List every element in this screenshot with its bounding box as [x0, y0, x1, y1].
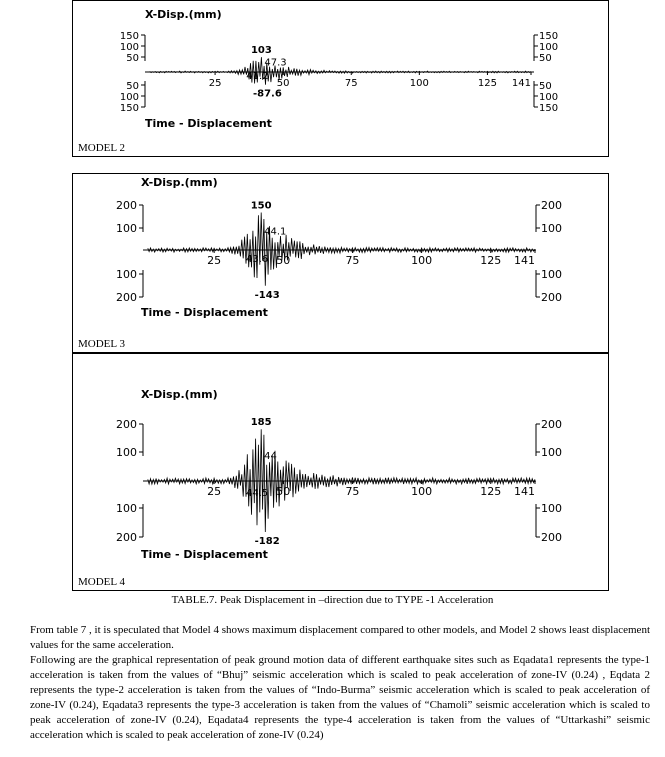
- x-tick-label: 25: [207, 254, 222, 267]
- x-tick-label: 75: [345, 254, 360, 267]
- y-tick-label: 200: [541, 199, 562, 212]
- annotation-label: 41.2: [246, 70, 269, 82]
- x-tick-label: 100: [411, 254, 433, 267]
- model-3-chart: [73, 174, 608, 352]
- model-2-panel: [72, 0, 609, 157]
- peak-negative-label: -182: [254, 535, 280, 547]
- displacement-trace: [148, 213, 535, 286]
- y-tick-label: 50: [126, 53, 139, 64]
- y-tick-label: 100: [541, 268, 562, 281]
- x-tick-label: 141: [511, 78, 531, 89]
- x-tick-label: 100: [411, 485, 433, 498]
- y-tick-label: 200: [116, 418, 137, 431]
- x-tick-label: 25: [207, 485, 222, 498]
- annotation-label: 44.5: [246, 488, 269, 500]
- y-tick-label: 150: [539, 103, 559, 114]
- displacement-trace: [150, 57, 531, 85]
- y-tick-label: 200: [116, 291, 137, 304]
- y-tick-label: 100: [116, 268, 137, 281]
- paragraph: From table 7 , it is speculated that Model 4 shows maximum displacement compared to other models, and Model 2 shows least displacement values for the same acceleration.: [30, 624, 650, 651]
- x-tick-label: 141: [514, 254, 535, 267]
- chart-title: X-Disp.(mm): [141, 176, 218, 189]
- annotation-label: 44.1: [264, 226, 287, 238]
- peak-positive-label: 150: [250, 200, 272, 212]
- y-tick-label: 200: [116, 199, 137, 212]
- y-tick-label: 200: [541, 531, 562, 544]
- x-tick-label: 75: [345, 485, 360, 498]
- y-tick-label: 50: [126, 81, 139, 92]
- x-tick-label: 141: [514, 485, 535, 498]
- annotation-label: 43.6: [246, 253, 269, 265]
- chart-title: X-Disp.(mm): [141, 388, 218, 401]
- y-tick-label: 100: [116, 502, 137, 515]
- y-tick-label: 100: [539, 92, 559, 103]
- y-tick-label: 100: [541, 222, 562, 235]
- x-tick-label: 50: [276, 485, 291, 498]
- y-tick-label: 200: [116, 531, 137, 544]
- x-axis-label: Time - Displacement: [145, 117, 272, 130]
- annotation-label: 44: [264, 451, 277, 463]
- x-tick-label: 50: [276, 254, 291, 267]
- y-tick-label: 150: [539, 31, 559, 42]
- model-label: MODEL 2: [78, 142, 125, 154]
- y-tick-label: 100: [539, 42, 559, 53]
- model-4-chart: [73, 354, 608, 590]
- y-tick-label: 150: [119, 31, 139, 42]
- x-tick-label: 125: [480, 254, 502, 267]
- chart-title: X-Disp.(mm): [145, 8, 222, 21]
- y-tick-label: 50: [539, 53, 552, 64]
- model-label: MODEL 4: [78, 576, 125, 588]
- peak-negative-label: -87.6: [252, 88, 282, 100]
- x-axis-label: Time - Displacement: [141, 548, 268, 561]
- body-text: [30, 623, 650, 743]
- x-tick-label: 100: [409, 78, 429, 89]
- y-tick-label: 50: [539, 81, 552, 92]
- peak-negative-label: -143: [254, 289, 280, 301]
- x-tick-label: 50: [276, 78, 290, 89]
- table-caption: TABLE.7. Peak Displacement in –direction due to TYPE -1 Acceleration: [171, 594, 494, 606]
- paragraph: Following are the graphical representation of peak ground motion data of different earthquake sites such as Eqadata1 represents the type-1 acceleration is taken from the values of “Bhuj” seismic acceleration which is scaled to peak acceleration of zone-IV (0.24) , Eqdata 2 represents the type-2 acceleration is taken from the values of “Indo-Burma” seismic acceleration which is scaled to peak acceleration of zone-IV (0.24), Eqadata3 represents the type-3 acceleration is taken from the values of “Chamoli” seismic acceleration which is scaled to peak acceleration of zone-IV (0.24), Eqadata4 represents the type-4 acceleration is taken from the values of “Uttarkashi” seismic acceleration which is scaled to peak acceleration of zone-IV (0.24): [30, 654, 650, 741]
- y-tick-label: 100: [119, 42, 139, 53]
- peak-positive-label: 103: [250, 45, 272, 57]
- model-2-chart: [73, 1, 608, 156]
- x-tick-label: 25: [208, 78, 222, 89]
- x-axis-label: Time - Displacement: [141, 306, 268, 319]
- y-tick-label: 100: [541, 502, 562, 515]
- y-tick-label: 100: [116, 222, 137, 235]
- peak-positive-label: 185: [250, 417, 272, 429]
- y-tick-label: 200: [541, 291, 562, 304]
- y-tick-label: 150: [119, 103, 139, 114]
- y-tick-label: 100: [116, 446, 137, 459]
- y-tick-label: 100: [119, 92, 139, 103]
- x-tick-label: 125: [477, 78, 497, 89]
- y-tick-label: 200: [541, 418, 562, 431]
- model-3-panel: [72, 173, 609, 353]
- x-tick-label: 125: [480, 485, 502, 498]
- x-tick-label: 75: [344, 78, 358, 89]
- model-label: MODEL 3: [78, 338, 125, 350]
- annotation-label: 47.3: [264, 57, 287, 69]
- model-4-panel: [72, 353, 609, 591]
- y-tick-label: 100: [541, 446, 562, 459]
